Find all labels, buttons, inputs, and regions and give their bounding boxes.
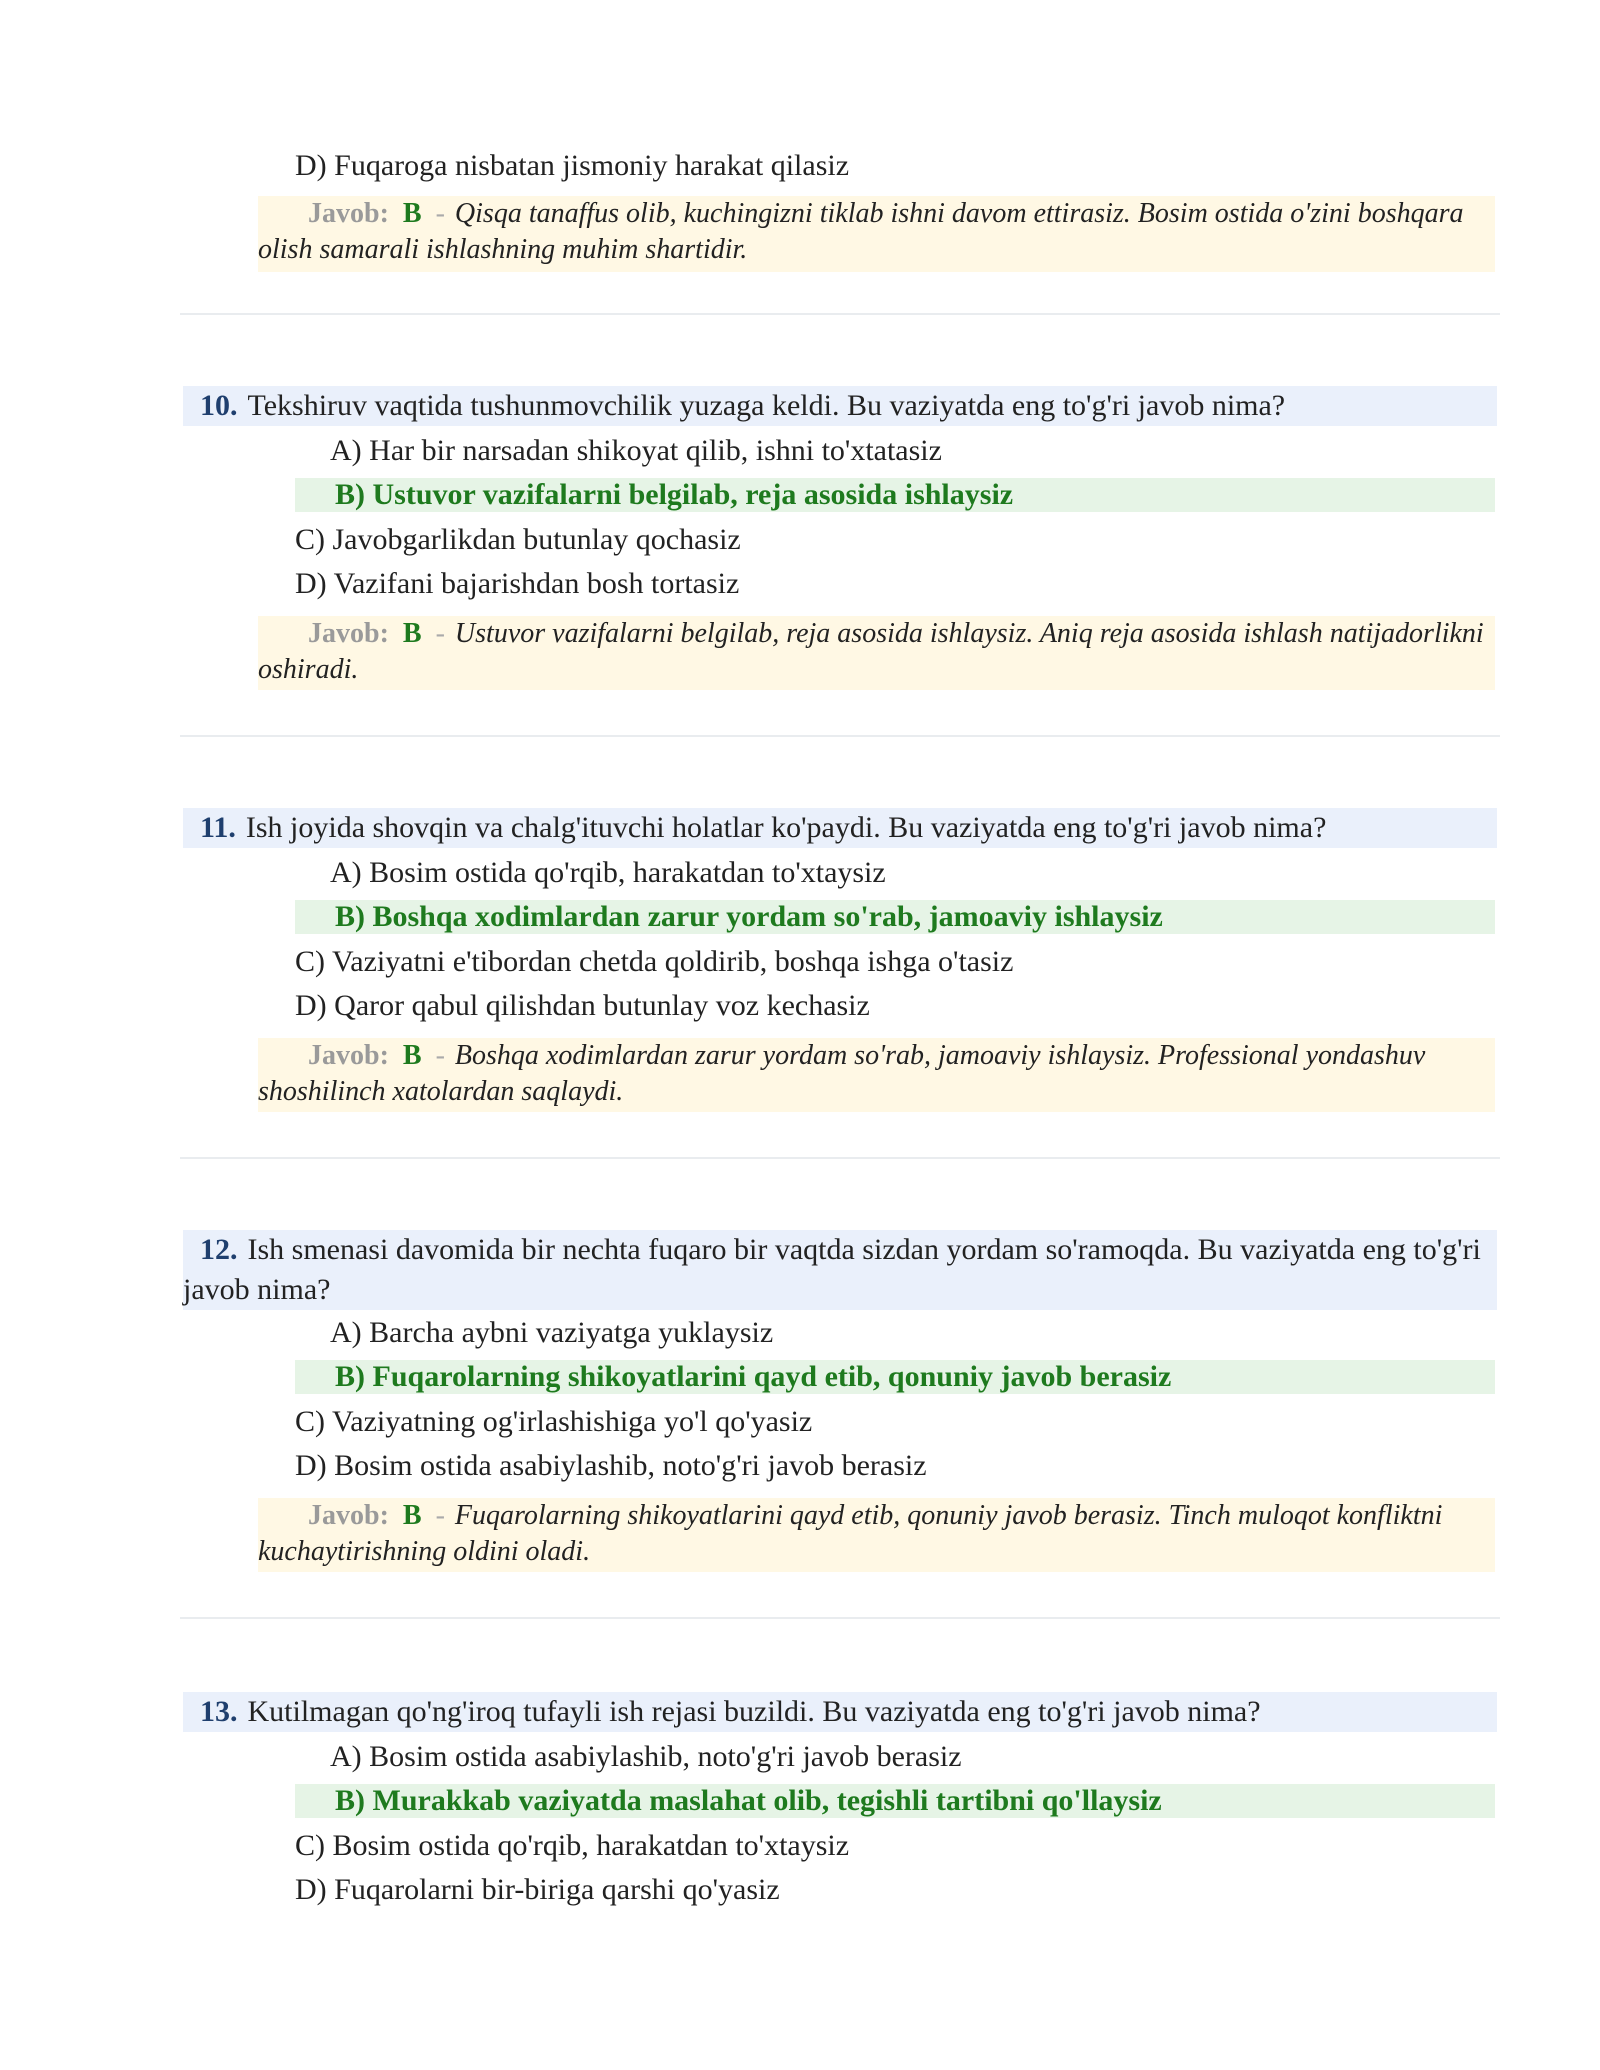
answer-label: Javob: — [308, 1040, 389, 1071]
q11-option-d: D) Qaror qabul qilishdan butunlay voz kechasiz — [295, 989, 870, 1022]
correct-option-text: B) Boshqa xodimlardan zarur yordam so'rab, jamoaviy ishlaysiz — [335, 900, 1163, 933]
q12-option-d: D) Bosim ostida asabiylashib, noto'g'ri javob berasiz — [295, 1449, 927, 1482]
question-text: Ish smenasi davomida bir nechta fuqaro bir vaqtda sizdan yordam so'ramoqda. Bu vaziyatda eng to'g'ri javob nima? — [183, 1233, 1481, 1306]
answer-dash: - — [435, 1040, 445, 1071]
answer-dash: - — [435, 618, 445, 649]
q13-option-d: D) Fuqarolarni bir-biriga qarshi qo'yasiz — [295, 1873, 780, 1906]
question-text: Ish joyida shovqin va chalg'ituvchi holatlar ko'paydi. Bu vaziyatda eng to'g'ri javob nima? — [245, 811, 1327, 844]
answer-text: Qisqa tanaffus olib, kuchingizni tiklab ishni davom ettirasiz. Bosim ostida o'zini boshqara olish samarali ishlashning muhim shartidir. — [258, 198, 1464, 265]
question-13 — [183, 1692, 1497, 1732]
q12-option-a: A) Barcha aybni vaziyatga yuklaysiz — [330, 1316, 774, 1349]
answer-dash: - — [435, 1500, 445, 1531]
separator — [180, 1617, 1500, 1619]
answer-dash: - — [435, 198, 445, 229]
q10-option-a: A) Har bir narsadan shikoyat qilib, ishni to'xtatasiz — [330, 434, 942, 467]
q12-option-b-correct — [295, 1360, 1495, 1394]
answer-text: Fuqarolarning shikoyatlarini qayd etib, qonuniy javob berasiz. Tinch muloqot konfliktni kuchaytirishning oldini oladi. — [258, 1500, 1443, 1567]
question-11 — [183, 808, 1497, 848]
q10-option-d: D) Vazifani bajarishdan bosh tortasiz — [295, 567, 740, 600]
q11-option-c: C) Vaziyatni e'tibordan chetda qoldirib, boshqa ishga o'tasiz — [295, 945, 1014, 978]
separator — [180, 735, 1500, 737]
q11-option-a: A) Bosim ostida qo'rqib, harakatdan to'xtaysiz — [330, 856, 886, 889]
q13-option-b-correct — [295, 1784, 1495, 1818]
q9-answer-box — [258, 196, 1495, 272]
separator — [180, 1157, 1500, 1159]
question-10 — [183, 386, 1497, 426]
correct-option-text: B) Ustuvor vazifalarni belgilab, reja asosida ishlaysiz — [335, 478, 1014, 511]
question-number: 12. — [200, 1233, 238, 1266]
separator — [180, 313, 1500, 315]
answer-key: B — [402, 198, 422, 229]
question-text: Tekshiruv vaqtida tushunmovchilik yuzaga keldi. Bu vaziyatda eng to'g'ri javob nima? — [247, 389, 1286, 422]
correct-option-text: B) Murakkab vaziyatda maslahat olib, tegishli tartibni qo'llaysiz — [335, 1784, 1162, 1817]
q12-answer-box — [258, 1498, 1495, 1572]
question-number: 13. — [200, 1695, 238, 1728]
answer-label: Javob: — [308, 1500, 389, 1531]
q11-answer-box — [258, 1038, 1495, 1112]
answer-text: Boshqa xodimlardan zarur yordam so'rab, jamoaviy ishlaysiz. Professional yondashuv shoshilinch xatolardan saqlaydi. — [258, 1040, 1426, 1107]
answer-key: B — [402, 1500, 422, 1531]
question-number: 11. — [200, 811, 236, 844]
correct-option-text: B) Fuqarolarning shikoyatlarini qayd etib, qonuniy javob berasiz — [335, 1360, 1172, 1393]
answer-label: Javob: — [308, 198, 389, 229]
q10-option-b-correct — [295, 478, 1495, 512]
q10-answer-box — [258, 616, 1495, 690]
q10-option-c: C) Javobgarlikdan butunlay qochasiz — [295, 523, 741, 556]
answer-label: Javob: — [308, 618, 389, 649]
answer-key: B — [402, 618, 422, 649]
q13-option-c: C) Bosim ostida qo'rqib, harakatdan to'xtaysiz — [295, 1829, 850, 1862]
answer-text: Ustuvor vazifalarni belgilab, reja asosida ishlaysiz. Aniq reja asosida ishlash natijadorlikni oshiradi. — [258, 618, 1484, 685]
question-12 — [183, 1230, 1497, 1310]
q9-option-d: D) Fuqaroga nisbatan jismoniy harakat qilasiz — [295, 149, 850, 182]
answer-key: B — [402, 1040, 422, 1071]
question-text: Kutilmagan qo'ng'iroq tufayli ish rejasi buzildi. Bu vaziyatda eng to'g'ri javob nima? — [247, 1695, 1261, 1728]
q11-option-b-correct — [295, 900, 1495, 934]
q12-option-c: C) Vaziyatning og'irlashishiga yo'l qo'yasiz — [295, 1405, 813, 1438]
q13-option-a: A) Bosim ostida asabiylashib, noto'g'ri javob berasiz — [330, 1740, 962, 1773]
question-number: 10. — [200, 389, 238, 422]
